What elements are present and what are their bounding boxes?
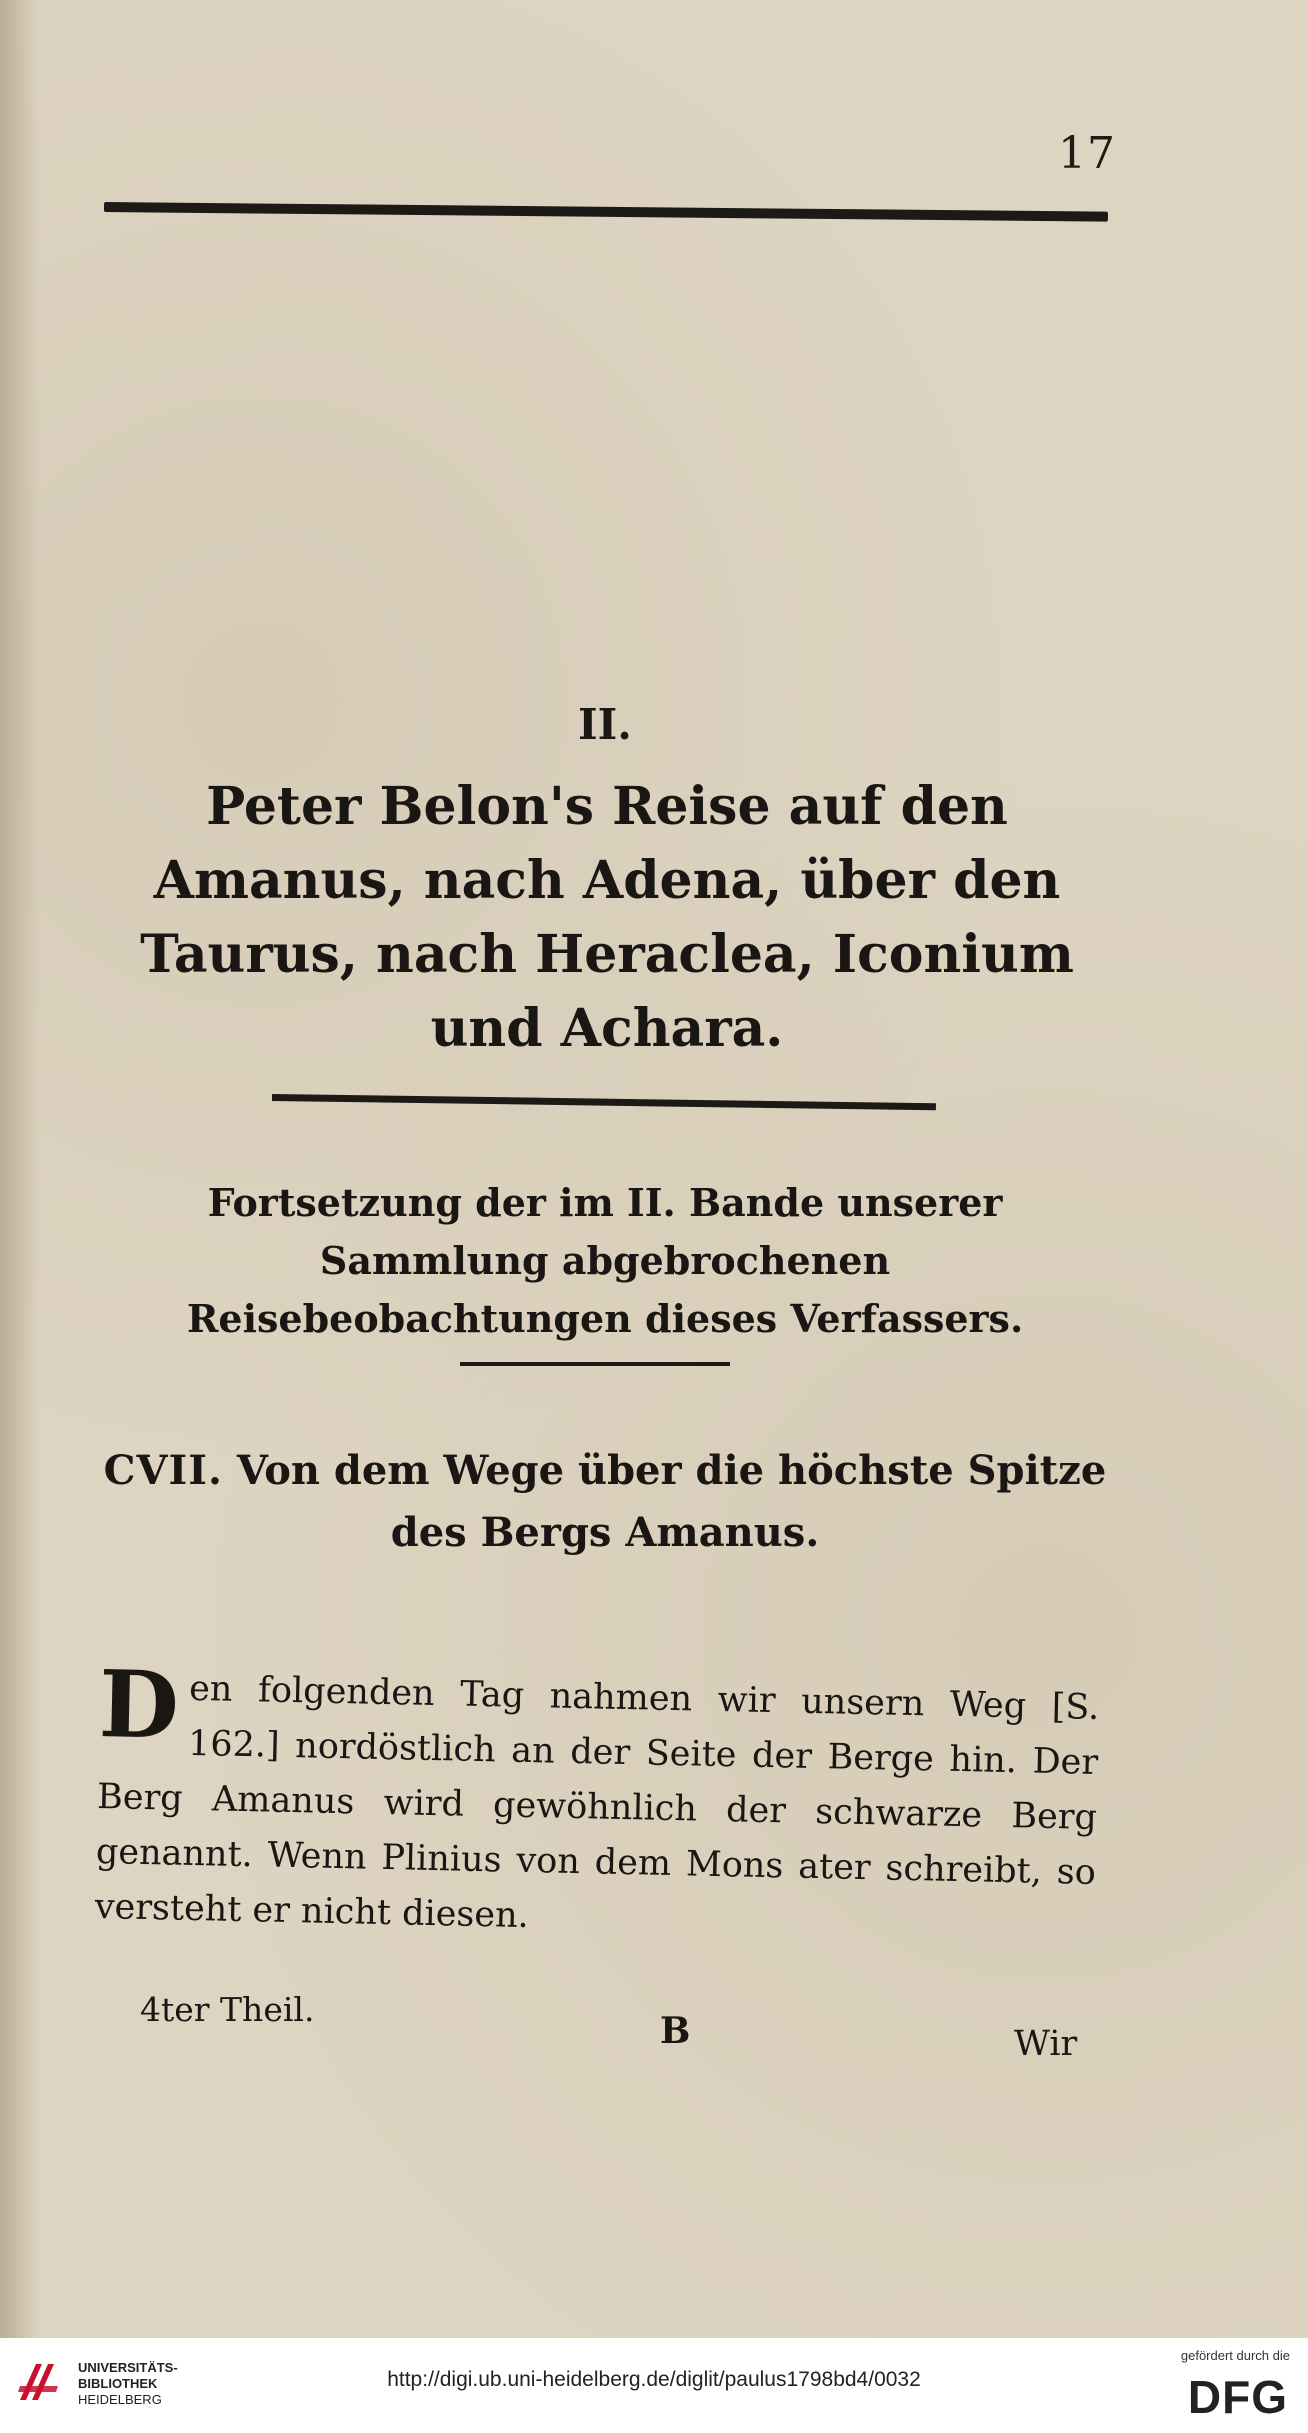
section-heading xyxy=(100,1440,1110,1564)
institution-line-1: UNIVERSITÄTS- xyxy=(78,2360,178,2375)
subtitle-rule xyxy=(460,1362,730,1366)
section-title: Von dem Wege über die höchste Spitze des Bergs Amanus. xyxy=(236,1447,1107,1556)
chapter-title: Peter Belon's Reise auf den Amanus, nach Adena, über den Taurus, nach Heraclea, Iconium und Achara. xyxy=(140,776,1074,1059)
header-rule xyxy=(104,202,1108,222)
institution-line-3: HEIDELBERG xyxy=(78,2392,162,2407)
permalink-url[interactable]: http://digi.ub.uni-heidelberg.de/diglit/paulus1798bd4/0032 xyxy=(387,2368,921,2391)
body-paragraph xyxy=(94,1650,1100,1956)
funding-note: gefördert durch die xyxy=(1180,2348,1290,2363)
viewer-footer xyxy=(0,2338,1308,2433)
title-rule xyxy=(272,1094,936,1110)
page-number: 17 xyxy=(1058,128,1116,179)
body-text: en folgenden Tag nahmen wir unsern Weg [S. 162.] nordöstlich an der Seite der Berge hin. Der Berg Amanus wird gewöhnlich der schwarze Berg genannt. Wenn Plinius von dem Mons ater schreibt, so versteht er nicht diesen. xyxy=(94,1668,1100,1937)
signature-mark: B xyxy=(660,2010,691,2052)
page-gutter-shadow xyxy=(0,0,40,2338)
catchword: Wir xyxy=(1014,2024,1078,2064)
section-number: CVII. xyxy=(103,1447,223,1494)
chapter-number: II. xyxy=(578,700,632,749)
drop-initial: D xyxy=(97,1650,180,1760)
institution-line-2: BIBLIOTHEK xyxy=(78,2376,158,2391)
chapter-subtitle: Fortsetzung der im II. Bande unserer Sammlung abgebrochenen Reisebeobachtungen dieses Verfassers. xyxy=(186,1180,1024,1341)
dfg-logo: DFG xyxy=(1187,2371,1288,2423)
signature-label: 4ter Theil. xyxy=(140,1990,315,2029)
